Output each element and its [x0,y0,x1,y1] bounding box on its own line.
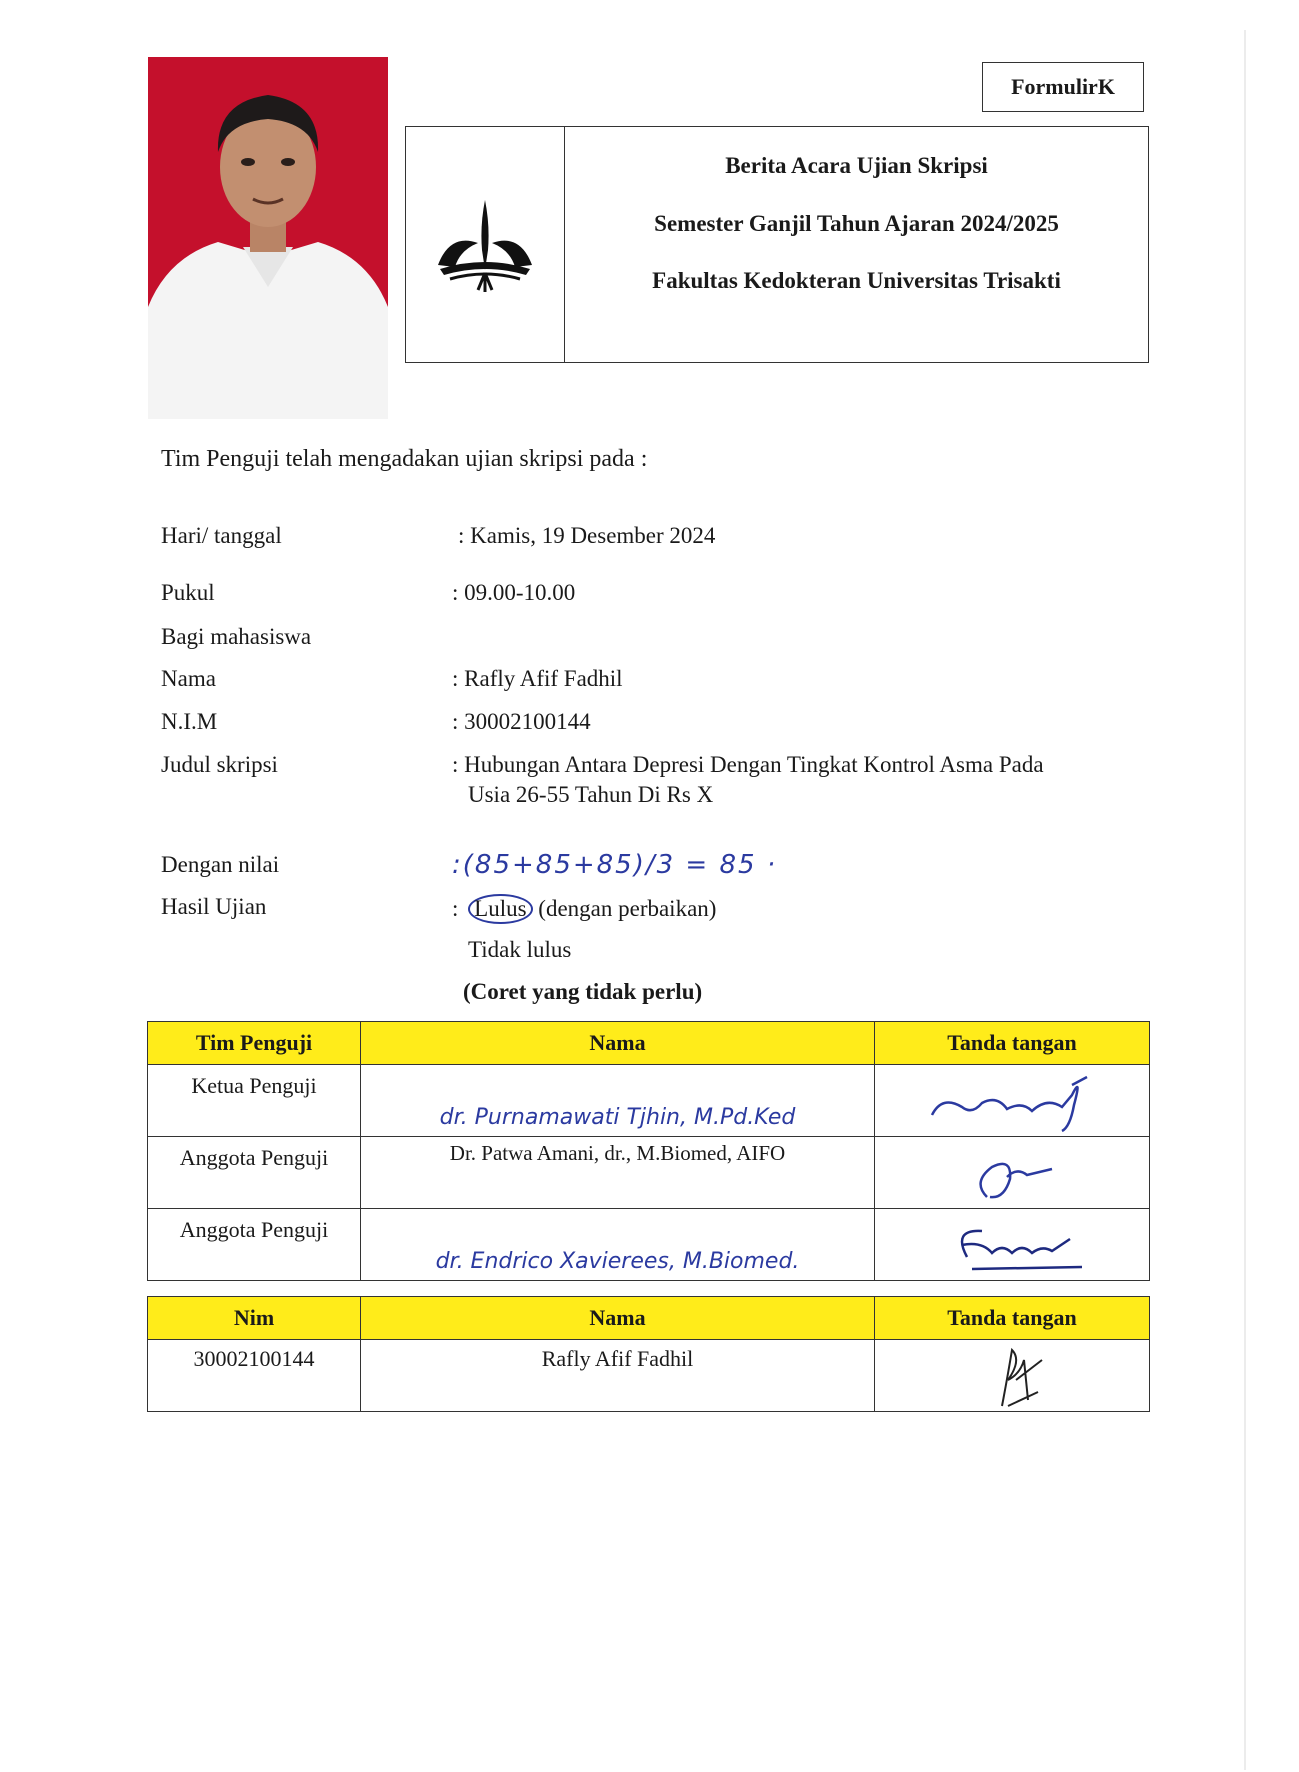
university-logo-icon [430,195,540,295]
grade-label: Dengan nilai [161,852,280,877]
student-name: Rafly Afif Fadhil [361,1340,875,1412]
student-table [147,1296,1150,1412]
examiner-signature [875,1065,1150,1137]
table-row [148,1065,1150,1137]
semester-line: Semester Ganjil Tahun Ajaran 2024/2025 [654,211,1059,236]
result-label: Hasil Ujian [161,894,267,919]
date-value: : Kamis, 19 Desember 2024 [458,523,716,548]
student-signature [875,1340,1150,1412]
page-edge-line [1244,30,1246,1770]
student-nim: 30002100144 [148,1340,361,1412]
examiner-signature [875,1137,1150,1209]
document-title: Berita Acara Ujian Skripsi [725,153,988,178]
result-pass-note: (dengan perbaikan) [538,896,717,921]
examiners-table-header [148,1022,1150,1065]
form-label: FormulirK [982,62,1144,112]
table-row [148,1209,1150,1281]
student-table-header [148,1297,1150,1340]
time-label: Pukul [161,580,215,605]
result-fail: Tidak lulus [468,937,572,962]
name-label: Nama [161,666,216,691]
examiner-name-text: dr. Endrico Xavierees, M.Biomed. [435,1249,800,1274]
examiner-role: Anggota Penguji [148,1209,361,1281]
intro-text: Tim Penguji telah mengadakan ujian skripsi pada : [161,446,648,472]
header-title-cell [565,127,1148,362]
nim-label: N.I.M [161,709,218,734]
thesis-label: Judul skripsi [161,752,278,777]
time-value: : 09.00-10.00 [452,580,576,605]
examiners-table [147,1021,1150,1281]
thesis-value-line2: Usia 26-55 Tahun Di Rs X [468,782,714,807]
grade-value-handwritten: :(85+85+85)/3 = 85 · [452,850,778,880]
result-pass-circled: Lulus [468,894,532,924]
header-name: Nama [361,1297,875,1340]
examiner-name-handwritten [361,1065,875,1137]
nim-value: : 30002100144 [452,709,591,734]
result-colon: : [452,896,459,921]
header-examiner-team: Tim Penguji [148,1022,361,1065]
thesis-value-line1: : Hubungan Antara Depresi Dengan Tingkat Kontrol Asma Pada [452,752,1044,777]
for-student-label: Bagi mahasiswa [161,624,312,649]
header-name: Nama [361,1022,875,1065]
header-nim: Nim [148,1297,361,1340]
header-signature: Tanda tangan [875,1022,1150,1065]
name-value: : Rafly Afif Fadhil [452,666,623,691]
examiner-signature [875,1209,1150,1281]
examiner-role: Ketua Penguji [148,1065,361,1137]
examiner-role: Anggota Penguji [148,1137,361,1209]
result-value [452,894,716,924]
examiner-name-handwritten [361,1209,875,1281]
strike-note: (Coret yang tidak perlu) [463,979,703,1004]
table-row [148,1340,1150,1412]
examiner-name-text: dr. Purnamawati Tjhin, M.Pd.Ked [439,1105,796,1130]
faculty-line: Fakultas Kedokteran Universitas Trisakti [652,268,1061,293]
header-box [405,126,1149,363]
table-row [148,1137,1150,1209]
student-photo [148,57,388,419]
header-signature: Tanda tangan [875,1297,1150,1340]
examiner-name: Dr. Patwa Amani, dr., M.Biomed, AIFO [361,1137,875,1209]
date-label: Hari/ tanggal [161,523,282,548]
university-logo-cell [406,127,565,362]
